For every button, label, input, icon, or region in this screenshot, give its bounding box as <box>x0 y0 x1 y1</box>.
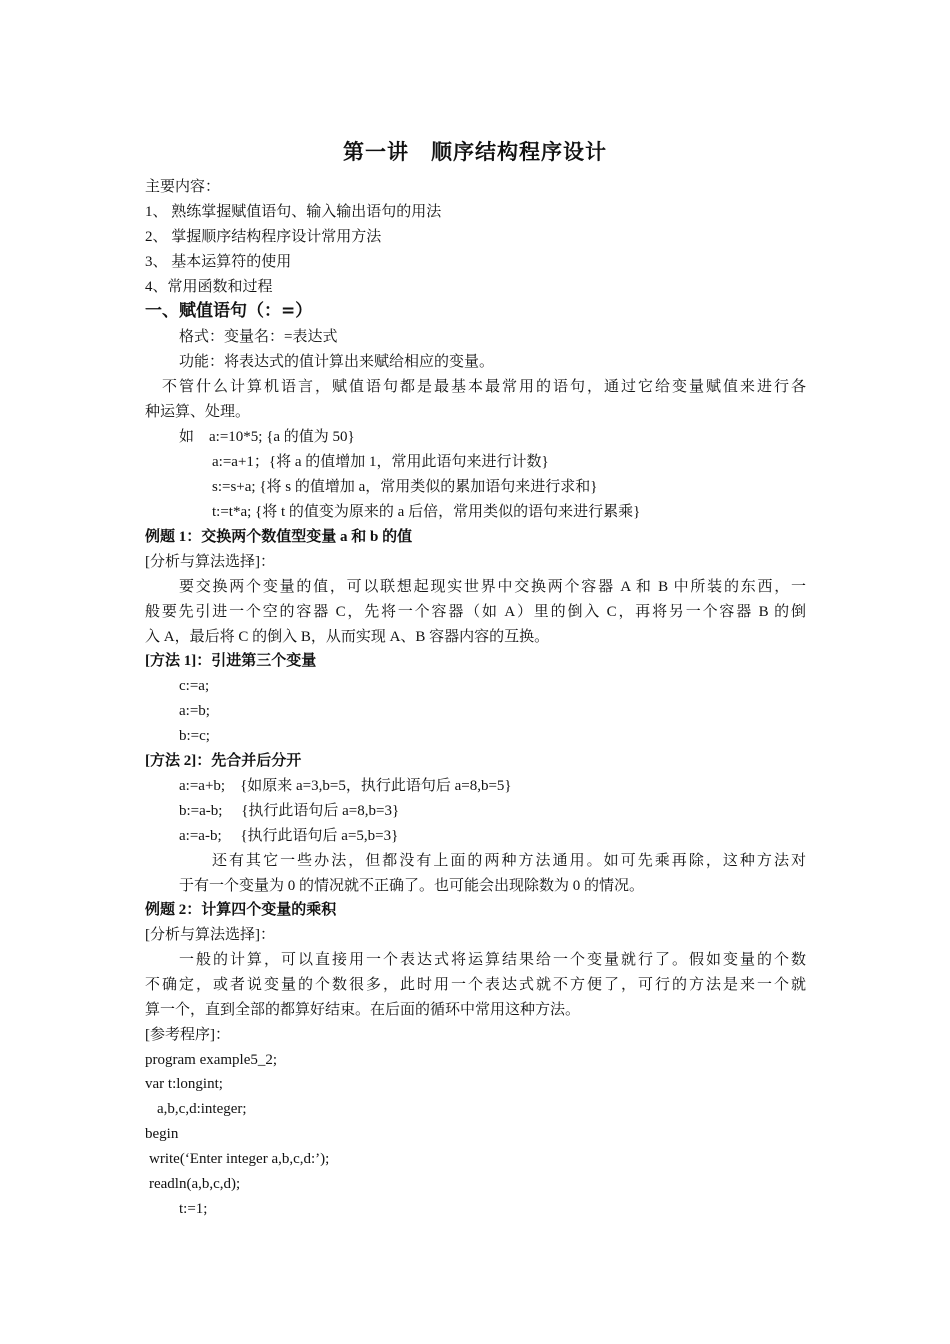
program-line: a,b,c,d:integer; <box>157 1101 247 1117</box>
example-heading: 例题 1：交换两个数值型变量 a 和 b 的值 <box>145 529 413 545</box>
paragraph-line: 种运算、处理。 <box>145 404 251 420</box>
code-example: a:=a+1；{将 a 的值增加 1，常用此语句来进行计数} <box>212 454 549 470</box>
example-heading: 例题 2：计算四个变量的乘积 <box>145 902 337 918</box>
section-heading: 一、赋值语句（：=） <box>145 301 313 321</box>
method-heading: [方法 1]：引进第三个变量 <box>145 653 317 669</box>
paragraph-line: 不管什么计算机语言，赋值语句都是最基本最常用的语句，通过它给变量赋值来进行各 <box>162 379 806 395</box>
note-line: 还有其它一些办法，但都没有上面的两种方法通用。如可先乘再除，这种方法对 <box>212 853 806 869</box>
analysis-line: 要交换两个变量的值，可以联想起现实世界中交换两个容器 A 和 B 中所装的东西，一 <box>179 579 806 595</box>
reference-label: [参考程序]： <box>145 1027 230 1043</box>
analysis-label: [分析与算法选择]： <box>145 554 275 570</box>
format-text: 格式：变量名：=表达式 <box>179 329 338 345</box>
program-line: readln(a,b,c,d); <box>149 1176 241 1192</box>
function-text: 功能：将表达式的值计算出来赋给相应的变量。 <box>179 354 495 370</box>
note-line: 于有一个变量为 0 的情况就不正确了。也可能会出现除数为 0 的情况。 <box>179 878 645 894</box>
page-title: 第一讲 顺序结构程序设计 <box>343 140 607 164</box>
intro-item: 4、常用函数和过程 <box>145 279 273 295</box>
analysis-line: 入 A，最后将 C 的倒入 B，从而实现 A、B 容器内容的互换。 <box>145 629 550 645</box>
analysis-line: 般要先引进一个空的容器 C，先将一个容器（如 A）里的倒入 C，再将另一个容器 B 的倒 <box>145 604 806 620</box>
code-line: b:=a-b; {执行此语句后 a=8,b=3} <box>179 803 400 819</box>
method-heading: [方法 2]：先合并后分开 <box>145 753 302 769</box>
code-line: a:=b; <box>179 703 210 719</box>
analysis-line: 不确定，或者说变量的个数很多，此时用一个表达式就不方便了，可行的方法是来一个就 <box>145 977 806 993</box>
code-line: b:=c; <box>179 728 210 744</box>
code-line: c:=a; <box>179 678 210 694</box>
program-line: program example5_2; <box>145 1052 278 1068</box>
code-example: 如 a:=10*5; {a 的值为 50} <box>179 429 355 445</box>
program-line: t:=1; <box>179 1201 208 1217</box>
intro-item: 1、 熟练掌握赋值语句、输入输出语句的用法 <box>145 204 442 220</box>
analysis-line: 算一个，直到全部的都算好结束。在后面的循环中常用这种方法。 <box>145 1002 581 1018</box>
program-line: var t:longint; <box>145 1076 223 1092</box>
intro-heading: 主要内容： <box>145 179 221 195</box>
code-example: t:=t*a; {将 t 的值变为原来的 a 后倍，常用类似的语句来进行累乘} <box>212 504 641 520</box>
code-example: s:=s+a; {将 s 的值增加 a，常用类似的累加语句来进行求和} <box>212 479 598 495</box>
intro-item: 3、 基本运算符的使用 <box>145 254 292 270</box>
code-line: a:=a-b; {执行此语句后 a=5,b=3} <box>179 828 399 844</box>
analysis-line: 一般的计算，可以直接用一个表达式将运算结果给一个变量就行了。假如变量的个数 <box>179 952 806 968</box>
analysis-label: [分析与算法选择]： <box>145 927 275 943</box>
program-line: write(‘Enter integer a,b,c,d:’); <box>149 1151 330 1167</box>
program-line: begin <box>145 1126 179 1142</box>
code-line: a:=a+b; {如原来 a=3,b=5，执行此语句后 a=8,b=5} <box>179 778 512 794</box>
intro-item: 2、 掌握顺序结构程序设计常用方法 <box>145 229 382 245</box>
